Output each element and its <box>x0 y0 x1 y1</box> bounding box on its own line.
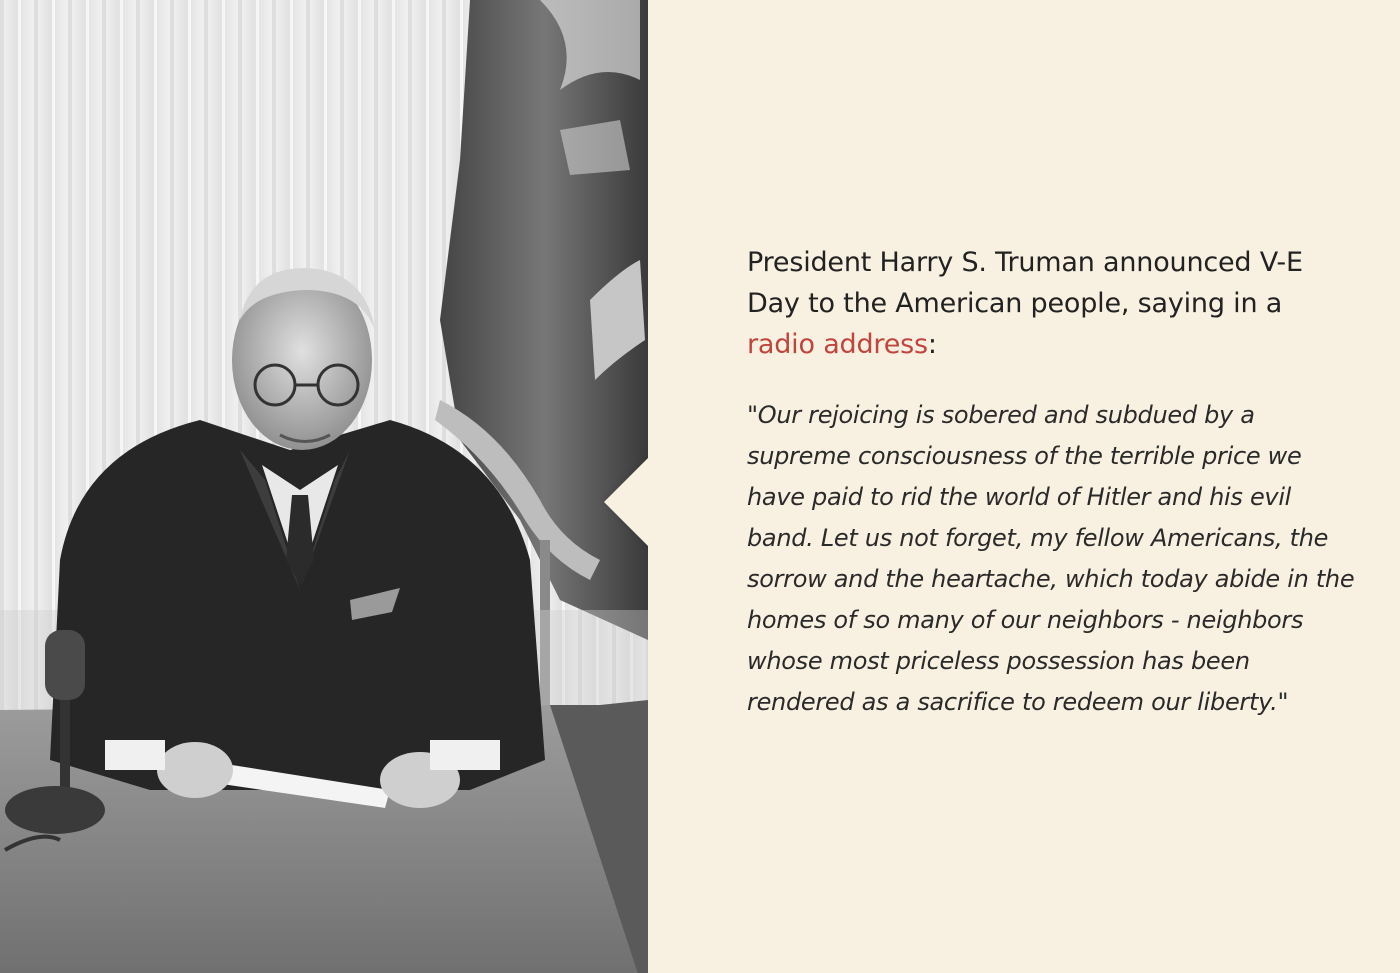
intro-colon: : <box>927 329 937 360</box>
intro-text: President Harry S. Truman announced V-E Day to the American people, saying in a <box>747 247 1303 319</box>
photo-illustration <box>0 0 648 973</box>
radio-address-link[interactable]: radio address <box>747 329 928 360</box>
truman-photo <box>0 0 648 973</box>
intro-paragraph <box>747 242 1357 365</box>
callout-pointer <box>604 454 648 550</box>
truman-quote: "Our rejoicing is sobered and subdued by a supreme consciousness of the terrible price we have paid to rid the world of Hitler and his evil band. Let us not forget, my fellow Americans, the sorrow and the heartache, which today abide in the homes of so many of our neighbors - neighbors whose most priceless possession has been rendered as a sacrifice to redeem our liberty." <box>747 401 1355 716</box>
article-content <box>747 242 1357 723</box>
text-panel <box>648 0 1400 973</box>
